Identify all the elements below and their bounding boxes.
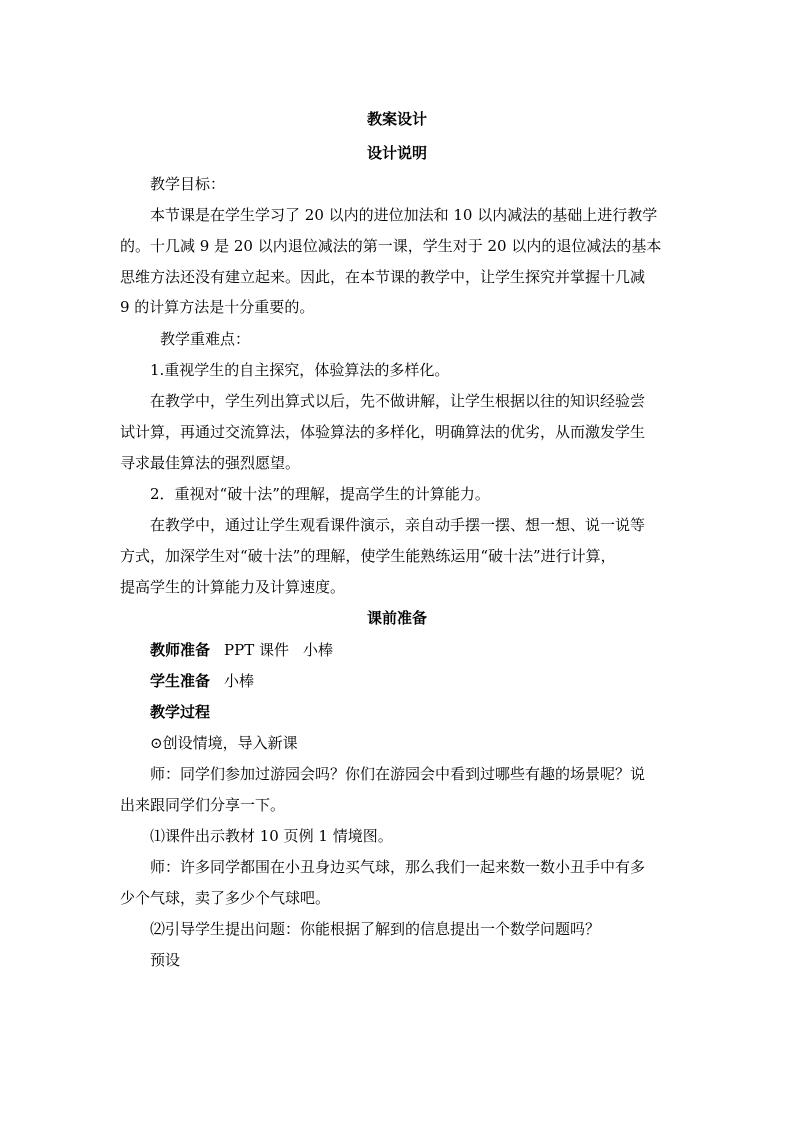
paragraph-line: 师：同学们参加过游园会吗？你们在游园会中看到过哪些有趣的场景呢？说 [150,765,646,783]
preset-label: 预设 [150,951,181,969]
process-heading: 教学过程 [150,703,211,721]
key-point-1-line: 寻求最佳算法的强烈愿望。 [120,454,301,472]
section-title-preparation: 课前准备 [366,609,427,627]
key-point-2-line: 在教学中，通过让学生观看课件演示，亲自动手摆一摆、想一想、说一说等 [150,516,646,534]
student-prep-item: 小棒 [224,672,255,690]
key-point-2-line: 方式，加深学生对“破十法”的理解，使学生能熟练运用“破十法”进行计算， [120,547,616,565]
teacher-prep-item: 小棒 [302,641,333,659]
document-title: 教案设计 [366,110,427,128]
objectives-line: 思维方法还没有建立起来。因此，在本节课的教学中，让学生探究并掌握十几减 [120,268,646,286]
key-point-1-line: 试计算，再通过交流算法，体验算法的多样化，明确算法的优劣，从而激发学生 [120,423,646,441]
key-point-1-title: 1.重视学生的自主探究，体验算法的多样化。 [150,361,450,379]
step-2: ⑵引导学生提出问题：你能根据了解到的信息提出一个数学问题吗？ [150,920,601,938]
teacher-prep-label: 教师准备 [150,641,211,659]
paragraph-line: 少个气球，卖了多少个气球吧。 [120,889,331,907]
key-point-2-line: 提高学生的计算能力及计算速度。 [120,578,346,596]
student-prep-row [150,674,254,689]
student-prep-label: 学生准备 [150,672,211,690]
paragraph-line: 出来跟同学们分享一下。 [120,796,286,814]
objectives-line: 9 的计算方法是十分重要的。 [120,298,315,316]
objectives-heading: 教学目标： [150,175,226,193]
section-1-title: ⊙创设情境，导入新课 [150,734,298,752]
objectives-line: 本节课是在学生学习了 20 以内的进位加法和 10 以内减法的基础上进行教学 [150,206,658,224]
paragraph-line: 师：许多同学都围在小丑身边买气球，那么我们一起来数一数小丑手中有多 [150,858,646,876]
step-1: ⑴课件出示教材 10 页例 1 情境图。 [150,827,393,845]
key-point-1-line: 在教学中，学生列出算式以后，先不做讲解，让学生根据以往的知识经验尝 [150,392,646,410]
key-point-2-title: 2．重视对“破十法”的理解，提高学生的计算能力。 [150,485,490,503]
key-points-heading: 教学重难点： [160,330,251,348]
teacher-prep-item: PPT 课件 [224,641,289,659]
objectives-line: 的。十几减 9 是 20 以内退位减法的第一课，学生对于 20 以内的退位减法的基本 [120,237,662,255]
teacher-prep-row [150,643,333,658]
section-title-design-notes: 设计说明 [366,144,427,162]
